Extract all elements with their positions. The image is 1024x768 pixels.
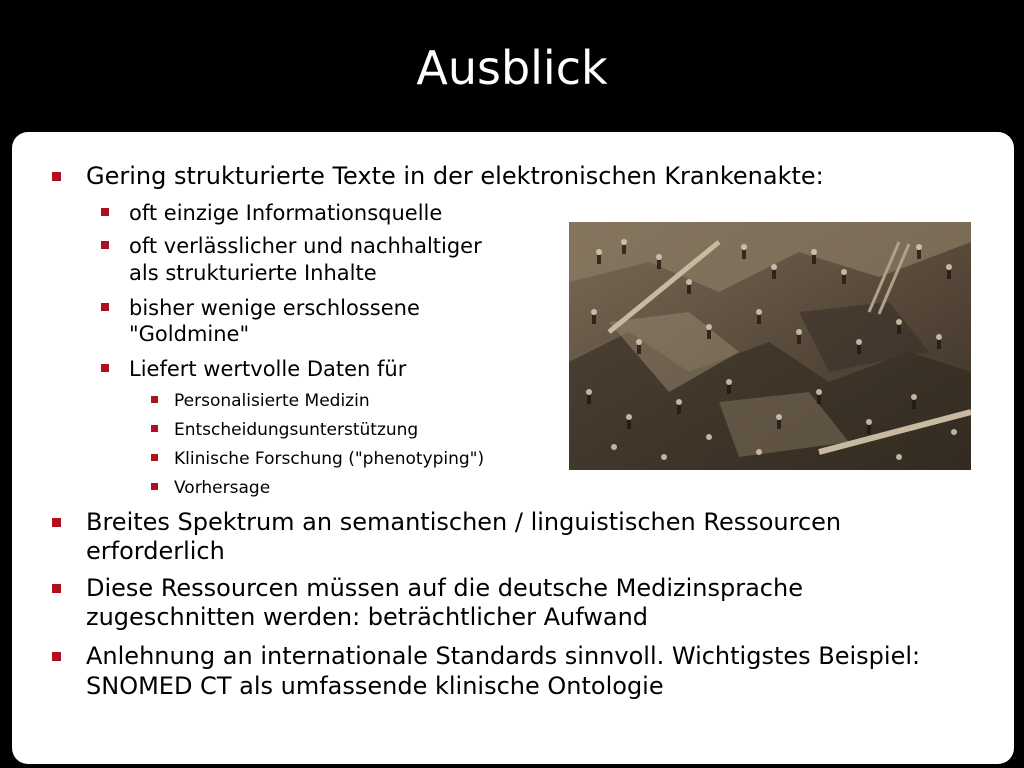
- bullet-square-icon: [101, 364, 109, 372]
- content-panel: [12, 132, 1014, 764]
- bullet-text: bisher wenige erschlossene: [129, 296, 420, 320]
- bullet-square-icon: [101, 241, 109, 249]
- bullet-level1-continuation: [86, 537, 225, 566]
- bullet-level1: [86, 508, 841, 537]
- bullet-level2: [129, 200, 442, 226]
- bullet-level3: [174, 477, 270, 499]
- bullet-level2-continuation: [129, 321, 249, 347]
- bullet-square-icon: [52, 172, 61, 181]
- bullet-text: SNOMED CT als umfassende klinische Ontologie: [86, 672, 664, 700]
- bullet-square-icon: [101, 303, 109, 311]
- bullet-square-icon: [52, 518, 61, 527]
- bullet-square-icon: [52, 584, 61, 593]
- bullet-level2: [129, 356, 406, 382]
- bullet-text: oft verlässlicher und nachhaltiger: [129, 234, 482, 258]
- bullet-level3: [174, 419, 418, 441]
- bullet-square-icon: [101, 208, 109, 216]
- bullet-square-icon: [151, 483, 158, 490]
- bullet-level3: [174, 448, 484, 470]
- bullet-text: "Goldmine": [129, 322, 250, 346]
- bullet-text: erforderlich: [86, 537, 225, 565]
- bullet-square-icon: [151, 425, 158, 432]
- bullet-text: Diese Ressourcen müssen auf die deutsche Medizinsprache: [86, 574, 803, 602]
- bullet-text: Vorhersage: [174, 478, 271, 498]
- bullet-level3: [174, 390, 370, 412]
- goldmine-photo-illustration: [569, 222, 971, 470]
- bullet-text: als strukturierte Inhalte: [129, 261, 377, 285]
- bullet-text: Breites Spektrum an semantischen / linguistischen Ressourcen: [86, 508, 842, 536]
- bullet-text: Klinische Forschung ("phenotyping"): [174, 449, 485, 469]
- bullet-square-icon: [52, 652, 61, 661]
- bullet-level1: [86, 642, 920, 671]
- bullet-text: Liefert wertvolle Daten für: [129, 357, 407, 381]
- slide-title: Ausblick: [416, 41, 608, 95]
- bullet-text: oft einzige Informationsquelle: [129, 201, 443, 225]
- bullet-level1-continuation: [86, 603, 648, 632]
- bullet-text: Entscheidungsunterstützung: [174, 420, 419, 440]
- bullet-level2-continuation: [129, 260, 377, 286]
- bullet-text: Anlehnung an internationale Standards sinnvoll. Wichtigstes Beispiel:: [86, 642, 921, 670]
- bullet-text: zugeschnitten werden: beträchtlicher Aufwand: [86, 603, 649, 631]
- bullet-text: Gering strukturierte Texte in der elektronischen Krankenakte:: [86, 162, 824, 190]
- bullet-square-icon: [151, 454, 158, 461]
- bullet-level1-continuation: [86, 672, 664, 701]
- bullet-square-icon: [151, 396, 158, 403]
- bullet-level2: [129, 233, 482, 259]
- bullet-level1: [86, 574, 803, 603]
- goldmine-photo: [569, 222, 971, 470]
- bullet-level2: [129, 295, 420, 321]
- bullet-text: Personalisierte Medizin: [174, 391, 370, 411]
- bullet-level1: [86, 162, 824, 191]
